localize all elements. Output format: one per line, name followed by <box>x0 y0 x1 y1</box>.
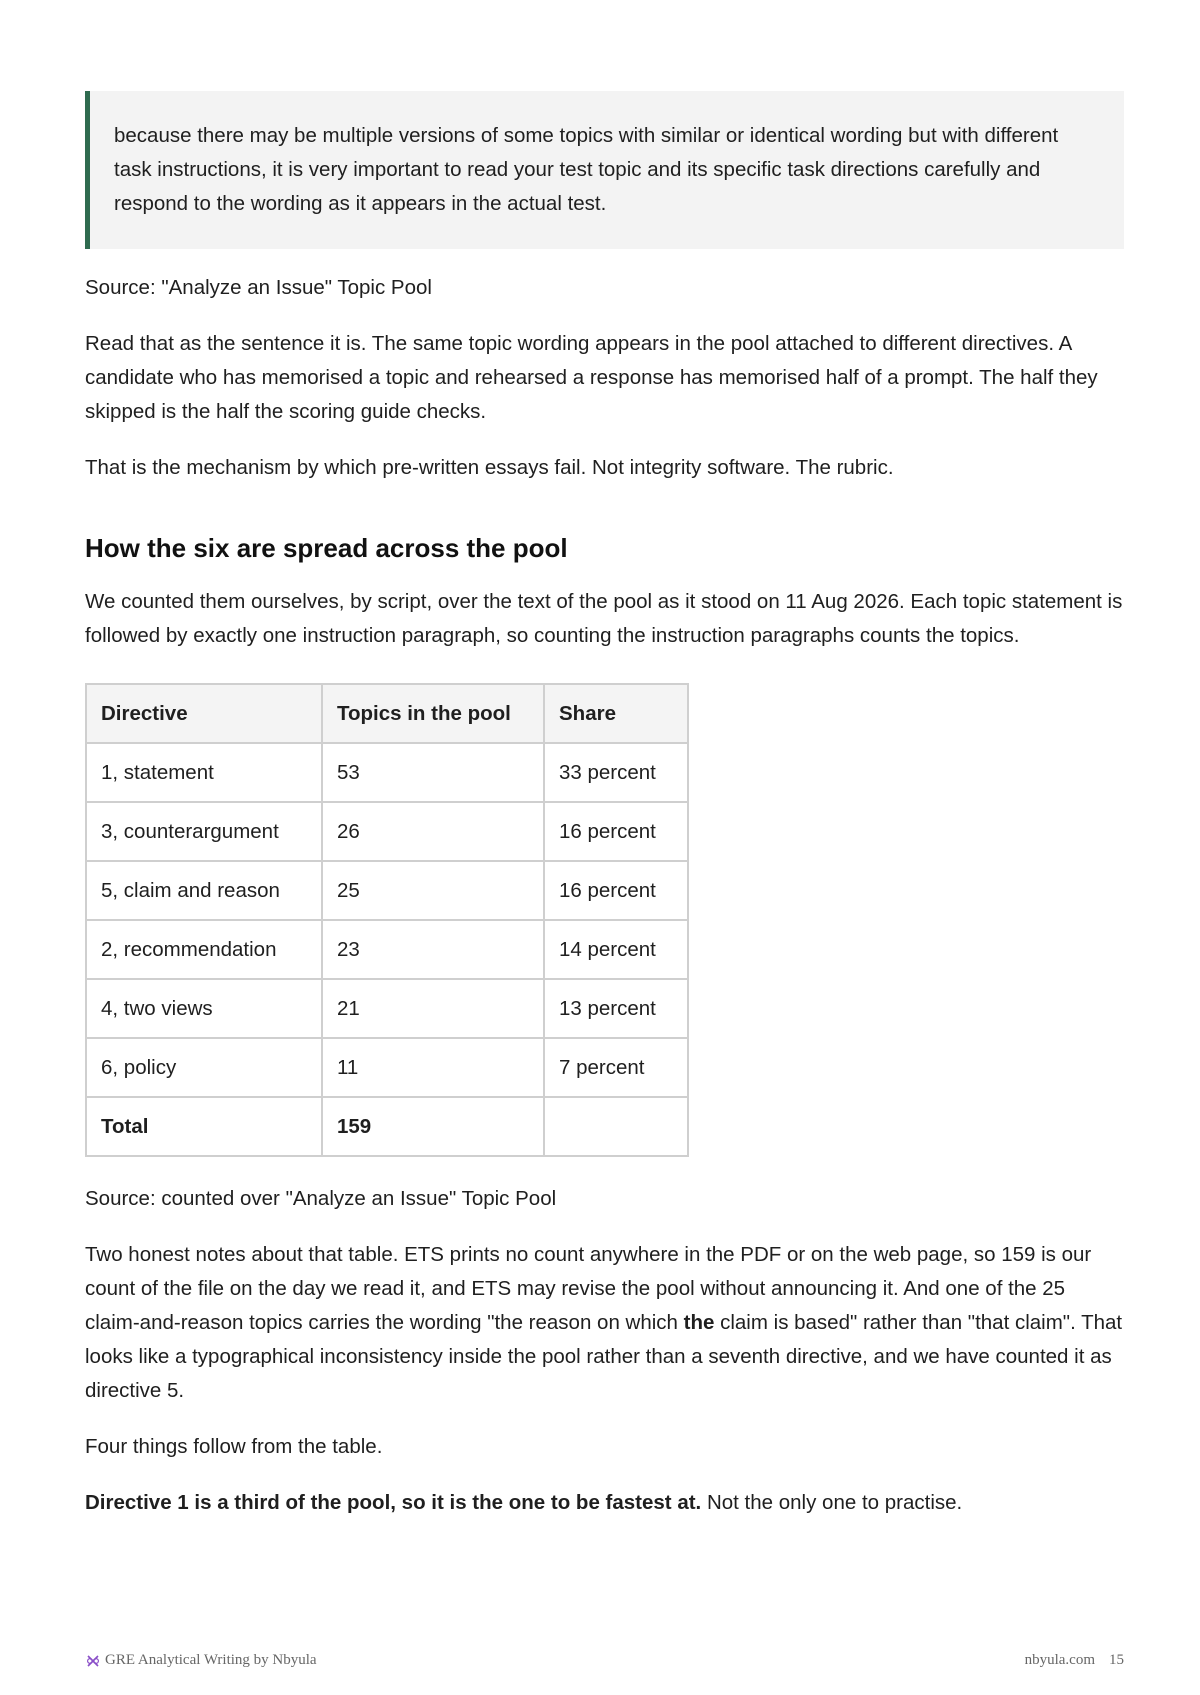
table-row <box>86 861 688 920</box>
column-header-topics: Topics in the pool <box>322 684 544 743</box>
directive-one-emphasis: Directive 1 is a third of the pool, so it is the one to be fastest at. <box>85 1491 702 1514</box>
cell-share: 14 percent <box>544 920 688 979</box>
table-row <box>86 802 688 861</box>
cell-total-value: 159 <box>322 1097 544 1156</box>
cell-share: 7 percent <box>544 1038 688 1097</box>
nbyula-logo-icon <box>85 1653 101 1669</box>
cell-topics: 25 <box>322 861 544 920</box>
table-source-caption: Source: counted over "Analyze an Issue" Topic Pool <box>85 1187 557 1210</box>
page-footer <box>85 1652 1124 1669</box>
paragraph-directive-one <box>85 1486 1124 1520</box>
cell-directive: 1, statement <box>86 743 322 802</box>
cell-directive: 3, counterargument <box>86 802 322 861</box>
table-total-row <box>86 1097 688 1156</box>
cell-directive: 2, recommendation <box>86 920 322 979</box>
footer-brand <box>85 1652 317 1669</box>
footer-site: nbyula.com <box>1024 1652 1095 1668</box>
table-header-row <box>86 684 688 743</box>
cell-total-share <box>544 1097 688 1156</box>
cell-topics: 11 <box>322 1038 544 1097</box>
directive-one-rest: Not the only one to practise. <box>701 1491 963 1514</box>
cell-share: 16 percent <box>544 802 688 861</box>
notes-bold-word: the <box>683 1311 715 1334</box>
paragraph-four-things: Four things follow from the table. <box>85 1435 383 1458</box>
cell-directive: 5, claim and reason <box>86 861 322 920</box>
column-header-share: Share <box>544 684 688 743</box>
cell-topics: 23 <box>322 920 544 979</box>
notes-text-start: Two honest notes about that table. ETS prints no count anywhere in the PDF or on the web page, so 159 is our count of the file on the day we read it, and ETS may revise the pool without announcing it. And one of the 25 claim-and-reason topics carries the wording "the reason on which <box>85 1243 1092 1334</box>
directive-table <box>85 683 689 1157</box>
footer-title: GRE Analytical Writing by Nbyula <box>105 1652 317 1668</box>
paragraph-honest-notes <box>85 1238 1124 1408</box>
page-content <box>85 91 1124 1520</box>
cell-share: 16 percent <box>544 861 688 920</box>
cell-directive: 4, two views <box>86 979 322 1038</box>
cell-topics: 21 <box>322 979 544 1038</box>
column-header-directive: Directive <box>86 684 322 743</box>
cell-directive: 6, policy <box>86 1038 322 1097</box>
cell-share: 13 percent <box>544 979 688 1038</box>
table-row <box>86 920 688 979</box>
source-caption: Source: "Analyze an Issue" Topic Pool <box>85 276 432 299</box>
paragraph-count-method: We counted them ourselves, by script, over the text of the pool as it stood on 11 Aug 2026. Each topic statement is followed by exactly one instruction paragraph, so counting the instruction paragraphs counts the topics. <box>85 590 1123 647</box>
page-number: 15 <box>1109 1652 1124 1668</box>
cell-topics: 26 <box>322 802 544 861</box>
cell-total-label: Total <box>86 1097 322 1156</box>
table-row <box>86 743 688 802</box>
footer-meta <box>1025 1652 1124 1669</box>
notes-text-end: claim is based" rather than "that claim". That looks like a typographical inconsistency inside the pool rather than a seventh directive, and we have counted it as directive 5. <box>85 1311 1123 1402</box>
paragraph-read-sentence: Read that as the sentence it is. The same topic wording appears in the pool attached to different directives. A candidate who has memorised a topic and rehearsed a response has memorised half of a prompt. The half they skipped is the half the scoring guide checks. <box>85 332 1098 423</box>
table-row <box>86 1038 688 1097</box>
quoted-passage: because there may be multiple versions of some topics with similar or identical wording but with different task instructions, it is very important to read your test topic and its specific task directions carefully and respond to the wording as it appears in the actual test. <box>85 91 1124 249</box>
table-row <box>86 979 688 1038</box>
cell-share: 33 percent <box>544 743 688 802</box>
cell-topics: 53 <box>322 743 544 802</box>
section-heading: How the six are spread across the pool <box>85 533 568 563</box>
paragraph-mechanism: That is the mechanism by which pre-written essays fail. Not integrity software. The rubric. <box>85 456 894 479</box>
